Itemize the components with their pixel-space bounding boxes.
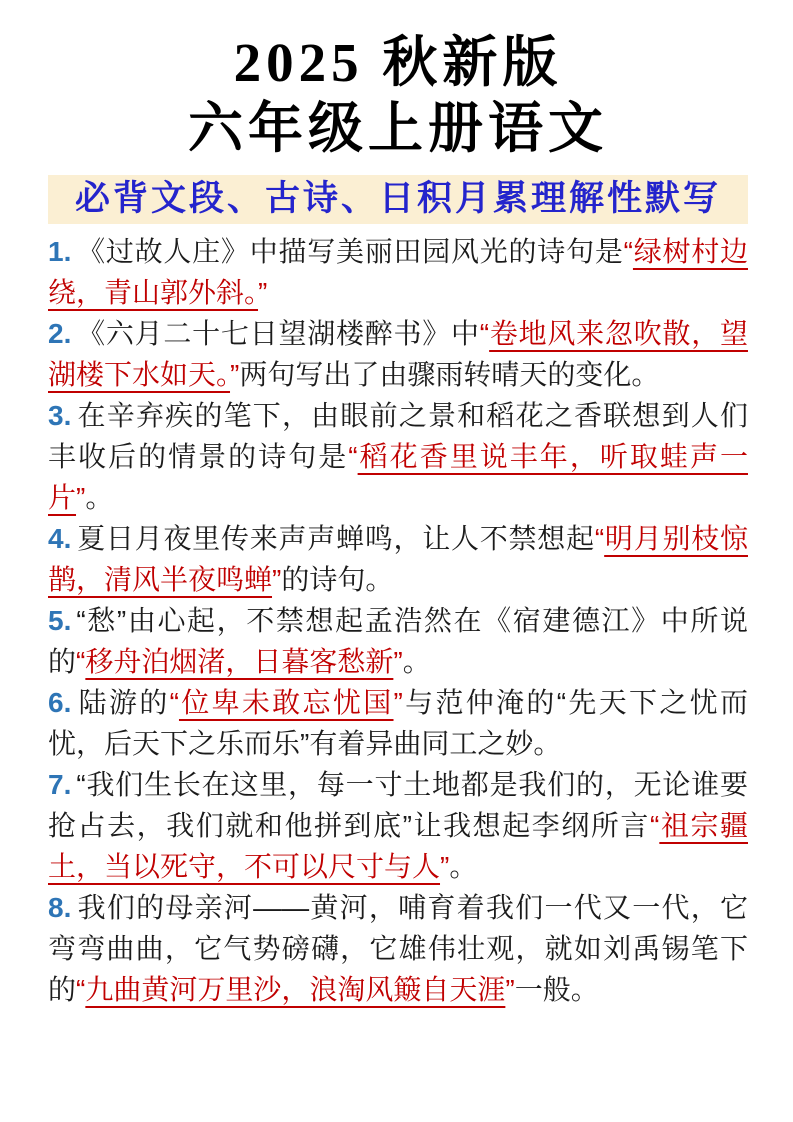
answer-text: 移舟泊烟渚，日暮客愁新: [85, 646, 394, 677]
question-text: “我们生长在这里，每一寸土地都是我们的，无论谁要抢占去，我们就和他拼到底”让我想起李纲所言: [48, 769, 748, 841]
question-text: 《过故人庄》中描写美丽田园风光的诗句是: [76, 236, 624, 267]
list-item: [48, 600, 748, 682]
quote-mark: ”: [230, 359, 240, 390]
quote-mark: “: [76, 646, 86, 677]
question-text: 与范仲淹的“先天下之忧而忧，后天下之乐而乐”有着异曲同工之妙。: [48, 687, 748, 759]
quote-mark: ”: [76, 482, 86, 513]
quote-mark: “: [348, 441, 358, 472]
answer-text: 九曲黄河万里沙，浪淘风簸自天涯: [85, 974, 506, 1005]
quote-mark: “: [594, 523, 605, 554]
quote-mark: ”: [393, 687, 403, 718]
banner-title: 必背文段、古诗、日积月累理解性默写: [74, 179, 721, 218]
question-text: 一般。: [514, 974, 599, 1005]
question-text: 夏日月夜里传来声声蝉鸣，让人不禁想起: [76, 523, 595, 554]
answer-text: 祖宗疆土，当以死守，不可以尺寸与人: [48, 810, 748, 882]
question-text: 《六月二十七日望湖楼醉书》中: [76, 318, 480, 349]
list-item: [48, 887, 748, 1010]
quote-mark: ”: [258, 277, 268, 308]
item-number: 7.: [48, 769, 72, 800]
item-number: 5.: [48, 605, 72, 636]
list-item: [48, 395, 748, 518]
list-item: [48, 764, 748, 887]
item-number: 4.: [48, 523, 72, 554]
answer-text: 明月别枝惊鹊，清风半夜鸣蝉: [48, 523, 748, 595]
quote-mark: “: [169, 687, 179, 718]
item-number: 6.: [48, 687, 72, 718]
quote-mark: “: [479, 318, 490, 349]
question-text: 在辛弃疾的笔下，由眼前之景和稻花之香联想到人们丰收后的情景的诗句是: [48, 400, 748, 472]
question-text: 。: [402, 646, 431, 677]
question-text: 。: [85, 482, 114, 513]
item-number: 2.: [48, 318, 72, 349]
question-text: 我们的母亲河——黄河，哺育着我们一代又一代，它弯弯曲曲，它气势磅礴，它雄伟壮观，就如刘禹锡笔下的: [48, 892, 748, 1005]
quote-mark: ”: [440, 851, 450, 882]
answer-text: 卷地风来忽吹散，望湖楼下水如天。: [48, 318, 748, 390]
answer-text: 绿树村边绕，青山郭外斜。: [48, 236, 748, 308]
quote-mark: ”: [505, 974, 515, 1005]
quote-mark: “: [76, 974, 86, 1005]
quote-mark: “: [650, 810, 660, 841]
answer-text: 位卑未敢忘忧国: [178, 687, 394, 718]
question-text: 的诗句。: [281, 564, 394, 595]
question-text: “愁”由心起，不禁想起孟浩然在《宿建德江》中所说的: [48, 605, 748, 677]
answer-text: 稻花香里说丰年，听取蛙声一片: [48, 441, 748, 513]
quote-mark: “: [623, 236, 633, 267]
list-item: [48, 518, 748, 600]
quote-mark: ”: [272, 564, 282, 595]
list-item: [48, 682, 748, 764]
item-list: [48, 231, 748, 1010]
item-number: 1.: [48, 236, 72, 267]
page-title-line-1: 2025 秋新版: [233, 32, 563, 93]
item-number: 8.: [48, 892, 72, 923]
question-text: 。: [449, 851, 478, 882]
list-item: [48, 313, 748, 395]
page-title: [48, 30, 748, 162]
section-banner: [48, 175, 748, 224]
item-number: 3.: [48, 400, 72, 431]
page-title-line-2: 六年级上册语文: [187, 98, 608, 159]
list-item: [48, 231, 748, 313]
question-text: 陆游的: [76, 687, 170, 718]
question-text: 两句写出了由骤雨转晴天的变化。: [239, 359, 660, 390]
quote-mark: ”: [393, 646, 403, 677]
